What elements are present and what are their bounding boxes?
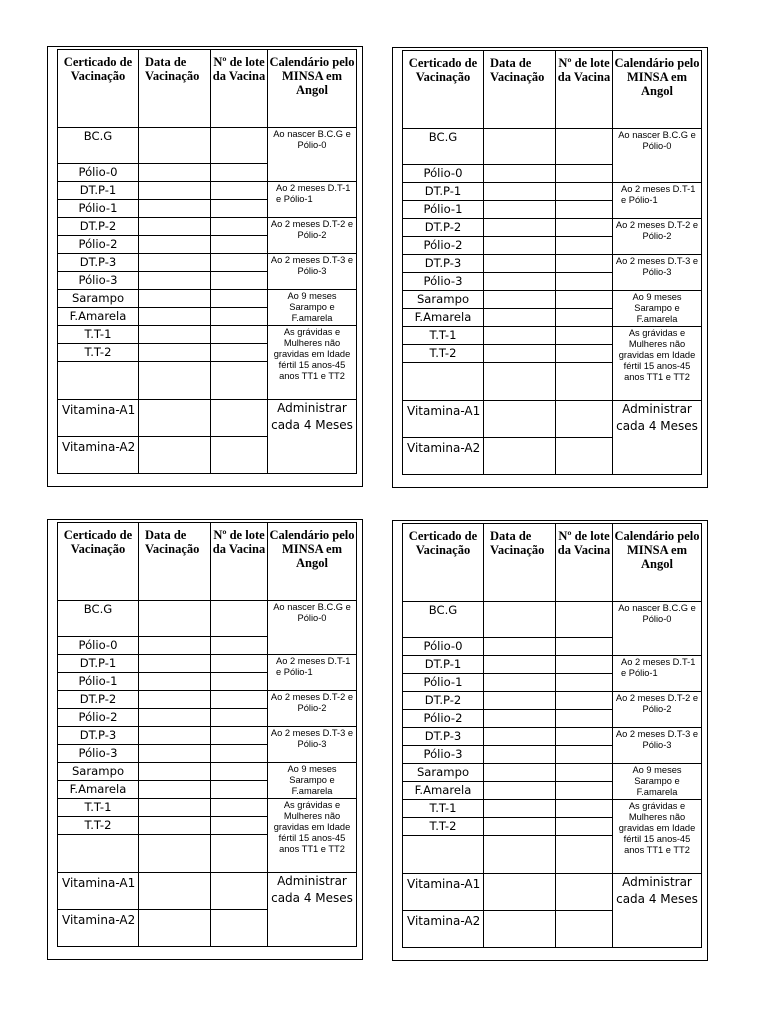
vaccine-tt2: T.T-2 <box>403 345 484 363</box>
vaccine-famarela: F.Amarela <box>403 309 484 327</box>
lot-cell[interactable] <box>211 835 268 873</box>
date-cell[interactable] <box>139 727 211 745</box>
row-dtp3 <box>403 728 702 746</box>
row-tt1 <box>58 799 357 817</box>
header-date: Data de Vacinação <box>484 51 556 129</box>
schedule-birth: Ao nascer B.C.G e Pólio-0 <box>613 602 702 656</box>
lot-cell[interactable] <box>556 255 613 273</box>
row-dtp1 <box>403 183 702 201</box>
header-row <box>58 523 357 601</box>
header-calendar: Calendário pelo MINSA em Angol <box>613 524 702 602</box>
date-cell[interactable] <box>139 691 211 709</box>
schedule-nine-months: Ao 9 meses Sarampo e F.amarela <box>613 291 702 327</box>
header-lot: Nº de lote da Vacina <box>556 524 613 602</box>
date-cell[interactable] <box>484 710 556 728</box>
vaccination-table <box>402 523 702 948</box>
schedule-birth: Ao nascer B.C.G e Pólio-0 <box>268 128 357 182</box>
vaccine-famarela: F.Amarela <box>403 782 484 800</box>
schedule-pregnant: As grávidas e Mulheres não gravidas em Idade fértil 15 anos-45 anos TT1 e TT2 <box>268 799 357 873</box>
date-cell[interactable] <box>484 782 556 800</box>
schedule-vitamin: Administrar cada 4 Meses <box>613 401 702 475</box>
row-vitamin-a1 <box>58 873 357 910</box>
lot-cell[interactable] <box>211 218 268 236</box>
schedule-pregnant: As grávidas e Mulheres não gravidas em Idade fértil 15 anos-45 anos TT1 e TT2 <box>268 326 357 400</box>
date-cell[interactable] <box>484 728 556 746</box>
schedule-birth: Ao nascer B.C.G e Pólio-0 <box>268 601 357 655</box>
lot-cell[interactable] <box>211 817 268 835</box>
header-date: Data de Vacinação <box>484 524 556 602</box>
lot-cell[interactable] <box>211 272 268 290</box>
lot-cell[interactable] <box>211 910 268 947</box>
lot-cell[interactable] <box>556 656 613 674</box>
date-cell[interactable] <box>139 236 211 254</box>
date-cell[interactable] <box>484 291 556 309</box>
date-cell[interactable] <box>139 673 211 691</box>
schedule-vitamin: Administrar cada 4 Meses <box>613 874 702 948</box>
row-bcg <box>58 128 357 164</box>
row-bcg <box>58 601 357 637</box>
lot-cell[interactable] <box>556 818 613 836</box>
vaccine-vitamin-a1: Vitamina-A1 <box>403 874 484 911</box>
lot-cell[interactable] <box>556 363 613 401</box>
date-cell[interactable] <box>139 873 211 910</box>
vaccine-bcg: BC.G <box>403 602 484 638</box>
header-certificate: Certicado de Vacinação <box>58 50 139 128</box>
lot-cell[interactable] <box>211 164 268 182</box>
lot-cell[interactable] <box>211 691 268 709</box>
schedule-nine-months: Ao 9 meses Sarampo e F.amarela <box>268 763 357 799</box>
lot-cell[interactable] <box>556 273 613 291</box>
lot-cell[interactable] <box>211 236 268 254</box>
row-dtp3 <box>58 254 357 272</box>
row-tt1 <box>58 326 357 344</box>
vaccination-card-top-left <box>47 46 363 487</box>
date-cell[interactable] <box>484 911 556 948</box>
lot-cell[interactable] <box>556 165 613 183</box>
schedule-dose3: Ao 2 meses D.T-3 e Pólio-3 <box>268 727 357 763</box>
vaccine-polio3: Pólio-3 <box>403 273 484 291</box>
header-lot: Nº de lote da Vacina <box>556 51 613 129</box>
row-vitamin-a1 <box>403 874 702 911</box>
row-sarampo <box>58 763 357 781</box>
vaccine-polio1: Pólio-1 <box>58 673 139 691</box>
vaccine-polio0: Pólio-0 <box>403 165 484 183</box>
lot-cell[interactable] <box>211 254 268 272</box>
date-cell[interactable] <box>484 764 556 782</box>
vaccine-famarela: F.Amarela <box>58 781 139 799</box>
date-cell[interactable] <box>139 182 211 200</box>
header-row <box>403 524 702 602</box>
empty-cell <box>58 362 139 400</box>
date-cell[interactable] <box>484 874 556 911</box>
row-bcg <box>403 602 702 638</box>
date-cell[interactable] <box>484 201 556 219</box>
vaccine-polio1: Pólio-1 <box>403 201 484 219</box>
date-cell[interactable] <box>139 781 211 799</box>
lot-cell[interactable] <box>556 219 613 237</box>
row-dtp3 <box>403 255 702 273</box>
date-cell[interactable] <box>139 910 211 947</box>
header-date: Data de Vacinação <box>139 523 211 601</box>
vaccine-dtp3: DT.P-3 <box>58 727 139 745</box>
date-cell[interactable] <box>484 602 556 638</box>
date-cell[interactable] <box>139 326 211 344</box>
lot-cell[interactable] <box>556 674 613 692</box>
vaccine-vitamin-a1: Vitamina-A1 <box>58 400 139 437</box>
header-certificate: Certicado de Vacinação <box>58 523 139 601</box>
vaccine-dtp1: DT.P-1 <box>403 656 484 674</box>
vaccination-card-top-right <box>392 47 708 488</box>
schedule-dose1: Ao 2 meses D.T-1 e Pólio-1 <box>268 182 357 218</box>
schedule-dose3: Ao 2 meses D.T-3 e Pólio-3 <box>613 728 702 764</box>
vaccine-tt2: T.T-2 <box>403 818 484 836</box>
vaccine-polio3: Pólio-3 <box>58 745 139 763</box>
vaccine-sarampo: Sarampo <box>403 291 484 309</box>
date-cell[interactable] <box>484 273 556 291</box>
lot-cell[interactable] <box>211 709 268 727</box>
lot-cell[interactable] <box>211 400 268 437</box>
schedule-dose2: Ao 2 meses D.T-2 e Pólio-2 <box>268 218 357 254</box>
schedule-dose1: Ao 2 meses D.T-1 e Pólio-1 <box>613 656 702 692</box>
date-cell[interactable] <box>484 183 556 201</box>
lot-cell[interactable] <box>556 438 613 475</box>
lot-cell[interactable] <box>556 309 613 327</box>
lot-cell[interactable] <box>556 602 613 638</box>
header-lot: Nº de lote da Vacina <box>211 523 268 601</box>
date-cell[interactable] <box>484 401 556 438</box>
lot-cell[interactable] <box>556 327 613 345</box>
date-cell[interactable] <box>484 255 556 273</box>
lot-cell[interactable] <box>211 673 268 691</box>
date-cell[interactable] <box>139 400 211 437</box>
vaccine-dtp2: DT.P-2 <box>403 692 484 710</box>
vaccine-bcg: BC.G <box>58 128 139 164</box>
lot-cell[interactable] <box>211 290 268 308</box>
lot-cell[interactable] <box>556 746 613 764</box>
vaccine-dtp3: DT.P-3 <box>58 254 139 272</box>
header-date: Data de Vacinação <box>139 50 211 128</box>
lot-cell[interactable] <box>556 345 613 363</box>
schedule-dose1: Ao 2 meses D.T-1 e Pólio-1 <box>268 655 357 691</box>
schedule-dose2: Ao 2 meses D.T-2 e Pólio-2 <box>613 219 702 255</box>
vaccine-dtp3: DT.P-3 <box>403 255 484 273</box>
vaccination-table <box>57 49 357 474</box>
vaccine-tt1: T.T-1 <box>403 800 484 818</box>
row-dtp1 <box>403 656 702 674</box>
vaccine-polio2: Pólio-2 <box>58 236 139 254</box>
vaccine-tt1: T.T-1 <box>58 799 139 817</box>
lot-cell[interactable] <box>211 182 268 200</box>
schedule-dose1: Ao 2 meses D.T-1 e Pólio-1 <box>613 183 702 219</box>
vaccine-dtp3: DT.P-3 <box>403 728 484 746</box>
date-cell[interactable] <box>139 308 211 326</box>
empty-cell <box>403 363 484 401</box>
header-calendar: Calendário pelo MINSA em Angol <box>613 51 702 129</box>
vaccination-table <box>402 50 702 475</box>
vaccine-dtp2: DT.P-2 <box>58 218 139 236</box>
date-cell[interactable] <box>484 363 556 401</box>
date-cell[interactable] <box>484 129 556 165</box>
date-cell[interactable] <box>484 219 556 237</box>
schedule-dose2: Ao 2 meses D.T-2 e Pólio-2 <box>613 692 702 728</box>
vaccine-vitamin-a1: Vitamina-A1 <box>58 873 139 910</box>
date-cell[interactable] <box>484 818 556 836</box>
lot-cell[interactable] <box>211 437 268 474</box>
schedule-pregnant: As grávidas e Mulheres não gravidas em Idade fértil 15 anos-45 anos TT1 e TT2 <box>613 327 702 401</box>
date-cell[interactable] <box>139 601 211 637</box>
vaccine-bcg: BC.G <box>403 129 484 165</box>
lot-cell[interactable] <box>556 183 613 201</box>
date-cell[interactable] <box>139 272 211 290</box>
date-cell[interactable] <box>139 799 211 817</box>
date-cell[interactable] <box>139 344 211 362</box>
date-cell[interactable] <box>139 745 211 763</box>
lot-cell[interactable] <box>211 655 268 673</box>
date-cell[interactable] <box>484 692 556 710</box>
lot-cell[interactable] <box>211 763 268 781</box>
date-cell[interactable] <box>484 674 556 692</box>
vaccine-dtp1: DT.P-1 <box>58 182 139 200</box>
date-cell[interactable] <box>139 362 211 400</box>
header-certificate: Certicado de Vacinação <box>403 524 484 602</box>
date-cell[interactable] <box>139 290 211 308</box>
row-sarampo <box>403 764 702 782</box>
date-cell[interactable] <box>139 763 211 781</box>
date-cell[interactable] <box>484 656 556 674</box>
lot-cell[interactable] <box>211 128 268 164</box>
vaccine-vitamin-a2: Vitamina-A2 <box>403 911 484 948</box>
vaccine-polio0: Pólio-0 <box>58 164 139 182</box>
date-cell[interactable] <box>139 835 211 873</box>
lot-cell[interactable] <box>211 727 268 745</box>
vaccine-bcg: BC.G <box>58 601 139 637</box>
header-row <box>403 51 702 129</box>
vaccine-tt1: T.T-1 <box>403 327 484 345</box>
lot-cell[interactable] <box>556 129 613 165</box>
row-dtp3 <box>58 727 357 745</box>
row-sarampo <box>403 291 702 309</box>
vaccine-polio1: Pólio-1 <box>58 200 139 218</box>
lot-cell[interactable] <box>211 362 268 400</box>
lot-cell[interactable] <box>556 764 613 782</box>
lot-cell[interactable] <box>556 201 613 219</box>
vaccine-tt2: T.T-2 <box>58 344 139 362</box>
vaccine-dtp2: DT.P-2 <box>58 691 139 709</box>
row-dtp2 <box>58 218 357 236</box>
lot-cell[interactable] <box>556 728 613 746</box>
date-cell[interactable] <box>139 637 211 655</box>
date-cell[interactable] <box>139 817 211 835</box>
row-dtp1 <box>58 182 357 200</box>
lot-cell[interactable] <box>556 874 613 911</box>
lot-cell[interactable] <box>556 710 613 728</box>
vaccine-polio2: Pólio-2 <box>403 237 484 255</box>
date-cell[interactable] <box>139 709 211 727</box>
date-cell[interactable] <box>484 345 556 363</box>
vaccine-tt1: T.T-1 <box>58 326 139 344</box>
date-cell[interactable] <box>139 200 211 218</box>
vaccine-polio2: Pólio-2 <box>58 709 139 727</box>
lot-cell[interactable] <box>211 326 268 344</box>
schedule-vitamin: Administrar cada 4 Meses <box>268 873 357 947</box>
lot-cell[interactable] <box>556 401 613 438</box>
lot-cell[interactable] <box>556 800 613 818</box>
lot-cell[interactable] <box>556 291 613 309</box>
vaccination-card-bottom-right <box>392 520 708 961</box>
vaccine-polio0: Pólio-0 <box>58 637 139 655</box>
header-calendar: Calendário pelo MINSA em Angol <box>268 523 357 601</box>
date-cell[interactable] <box>484 746 556 764</box>
schedule-dose3: Ao 2 meses D.T-3 e Pólio-3 <box>268 254 357 290</box>
lot-cell[interactable] <box>556 782 613 800</box>
date-cell[interactable] <box>484 237 556 255</box>
vaccine-dtp1: DT.P-1 <box>403 183 484 201</box>
lot-cell[interactable] <box>556 836 613 874</box>
date-cell[interactable] <box>484 638 556 656</box>
vaccination-card-bottom-left <box>47 519 363 960</box>
vaccine-famarela: F.Amarela <box>58 308 139 326</box>
lot-cell[interactable] <box>211 637 268 655</box>
vaccine-vitamin-a1: Vitamina-A1 <box>403 401 484 438</box>
lot-cell[interactable] <box>211 799 268 817</box>
date-cell[interactable] <box>139 437 211 474</box>
vaccination-table <box>57 522 357 947</box>
row-bcg <box>403 129 702 165</box>
date-cell[interactable] <box>484 327 556 345</box>
lot-cell[interactable] <box>556 692 613 710</box>
header-calendar: Calendário pelo MINSA em Angol <box>268 50 357 128</box>
row-tt1 <box>403 800 702 818</box>
lot-cell[interactable] <box>211 344 268 362</box>
date-cell[interactable] <box>484 309 556 327</box>
empty-cell <box>403 836 484 874</box>
schedule-dose3: Ao 2 meses D.T-3 e Pólio-3 <box>613 255 702 291</box>
row-tt1 <box>403 327 702 345</box>
vaccine-polio2: Pólio-2 <box>403 710 484 728</box>
header-lot: Nº de lote da Vacina <box>211 50 268 128</box>
empty-cell <box>58 835 139 873</box>
row-dtp1 <box>58 655 357 673</box>
vaccine-sarampo: Sarampo <box>58 290 139 308</box>
vaccine-polio0: Pólio-0 <box>403 638 484 656</box>
date-cell[interactable] <box>139 164 211 182</box>
schedule-nine-months: Ao 9 meses Sarampo e F.amarela <box>613 764 702 800</box>
lot-cell[interactable] <box>211 200 268 218</box>
vaccine-vitamin-a2: Vitamina-A2 <box>58 437 139 474</box>
vaccine-polio3: Pólio-3 <box>58 272 139 290</box>
lot-cell[interactable] <box>211 873 268 910</box>
vaccine-vitamin-a2: Vitamina-A2 <box>58 910 139 947</box>
date-cell[interactable] <box>139 254 211 272</box>
schedule-birth: Ao nascer B.C.G e Pólio-0 <box>613 129 702 183</box>
row-dtp2 <box>403 219 702 237</box>
date-cell[interactable] <box>139 655 211 673</box>
row-dtp2 <box>403 692 702 710</box>
date-cell[interactable] <box>484 800 556 818</box>
schedule-dose2: Ao 2 meses D.T-2 e Pólio-2 <box>268 691 357 727</box>
lot-cell[interactable] <box>211 308 268 326</box>
lot-cell[interactable] <box>211 745 268 763</box>
lot-cell[interactable] <box>211 601 268 637</box>
vaccine-sarampo: Sarampo <box>58 763 139 781</box>
date-cell[interactable] <box>484 165 556 183</box>
vaccine-tt2: T.T-2 <box>58 817 139 835</box>
date-cell[interactable] <box>484 438 556 475</box>
header-certificate: Certicado de Vacinação <box>403 51 484 129</box>
vaccine-vitamin-a2: Vitamina-A2 <box>403 438 484 475</box>
lot-cell[interactable] <box>211 781 268 799</box>
schedule-pregnant: As grávidas e Mulheres não gravidas em Idade fértil 15 anos-45 anos TT1 e TT2 <box>613 800 702 874</box>
vaccine-dtp2: DT.P-2 <box>403 219 484 237</box>
date-cell[interactable] <box>139 128 211 164</box>
header-row <box>58 50 357 128</box>
vaccine-dtp1: DT.P-1 <box>58 655 139 673</box>
vaccine-polio3: Pólio-3 <box>403 746 484 764</box>
vaccine-polio1: Pólio-1 <box>403 674 484 692</box>
schedule-vitamin: Administrar cada 4 Meses <box>268 400 357 474</box>
row-vitamin-a1 <box>58 400 357 437</box>
row-sarampo <box>58 290 357 308</box>
date-cell[interactable] <box>139 218 211 236</box>
date-cell[interactable] <box>484 836 556 874</box>
row-dtp2 <box>58 691 357 709</box>
row-vitamin-a1 <box>403 401 702 438</box>
lot-cell[interactable] <box>556 911 613 948</box>
lot-cell[interactable] <box>556 237 613 255</box>
schedule-nine-months: Ao 9 meses Sarampo e F.amarela <box>268 290 357 326</box>
lot-cell[interactable] <box>556 638 613 656</box>
vaccine-sarampo: Sarampo <box>403 764 484 782</box>
